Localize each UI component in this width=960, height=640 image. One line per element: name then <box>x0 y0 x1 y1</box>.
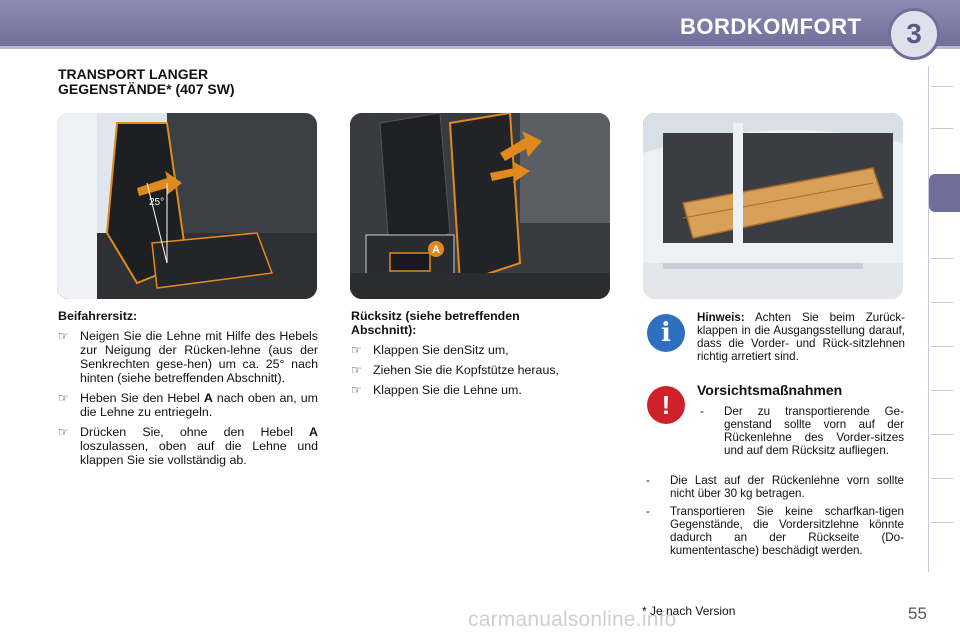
pointing-hand-icon: ☞ <box>351 363 362 377</box>
list-item-text-start: Heben Sie den Hebel <box>80 391 204 405</box>
dash-marker: - <box>646 474 650 487</box>
list-item-text-end: nach oben an, um die Lehne zu entriegeln. <box>80 391 318 419</box>
precautions-title: Vorsichtsmaßnahmen <box>697 382 843 398</box>
dash-marker: - <box>700 405 704 418</box>
lever-label: A <box>203 391 213 405</box>
list-item <box>351 343 609 357</box>
list-item-text-end: loszulassen, oben auf die Lehne und klappen Sie sie vollständig ab. <box>80 439 318 467</box>
passenger-seat-heading: Beifahrersitz: <box>58 309 138 323</box>
tab-divider <box>931 434 953 435</box>
header-rule <box>0 46 960 49</box>
section-title: TRANSPORT LANGER GEGENSTÄNDE* (407 SW) <box>58 66 235 97</box>
note-text <box>697 311 905 363</box>
rear-seat-heading: Rücksitz (siehe betreffenden Abschnitt): <box>351 309 520 337</box>
footnote: * Je nach Version <box>642 604 736 618</box>
pointing-hand-icon: ☞ <box>58 391 69 405</box>
angle-label: 25° <box>149 197 165 208</box>
rear-seat-photo <box>350 113 610 299</box>
list-item <box>351 383 609 397</box>
tab-divider <box>931 346 953 347</box>
rear-seat-illustration <box>350 113 610 299</box>
list-item-text: Klappen Sie denSitz um, <box>373 343 509 357</box>
list-item <box>58 329 318 385</box>
tab-divider <box>931 258 953 259</box>
info-icon: i <box>647 314 685 352</box>
tab-divider <box>931 522 953 523</box>
warning-icon: ! <box>647 386 685 424</box>
precaution-item <box>646 474 904 500</box>
list-item-text-start: Drücken Sie, ohne den Hebel <box>80 425 310 439</box>
tab-divider <box>931 128 953 129</box>
chapter-number-badge: 3 <box>888 8 940 60</box>
passenger-seat-photo <box>57 113 317 299</box>
precaution-text: Transportieren Sie keine scharfkan-tigen Gegenstände, die Vordersitzlehne könnte dadurch an der Rückseite (Do-kumententasche) beschädigt werden. <box>670 505 904 557</box>
load-photo <box>643 113 903 299</box>
lever-label: A <box>309 425 318 439</box>
list-item <box>351 363 609 377</box>
list-item-text: Klappen Sie die Lehne um. <box>373 383 522 397</box>
tab-divider <box>931 390 953 391</box>
list-item-text: Neigen Sie die Lehne mit Hilfe des Hebels zur Neigung der Rücken-lehne (aus der Senkrechten gese-hen) um ca. 25° nach hinten (siehe betreffenden Abschnitt). <box>80 329 318 385</box>
precaution-item <box>646 505 904 557</box>
watermark: carmanualsonline.info <box>468 608 677 631</box>
chapter-tabs <box>928 66 953 572</box>
tab-divider <box>931 86 953 87</box>
pointing-hand-icon: ☞ <box>58 425 69 439</box>
precaution-item <box>700 405 904 457</box>
active-chapter-tab[interactable] <box>929 174 960 212</box>
pointing-hand-icon: ☞ <box>58 329 69 343</box>
rear-seat-column <box>351 309 609 403</box>
passenger-seat-column <box>58 309 318 473</box>
tab-divider <box>931 302 953 303</box>
note-label: Hinweis: <box>697 311 745 324</box>
list-item <box>58 391 318 419</box>
list-item <box>58 425 318 467</box>
precaution-text: Der zu transportierende Ge-genstand sollte vorn auf der Rückenlehne des Vorder-sitzes und auf dem Rücksitz aufliegen. <box>724 405 904 457</box>
page-number: 55 <box>908 604 927 623</box>
pointing-hand-icon: ☞ <box>351 343 362 357</box>
lever-a-callout: A <box>432 244 440 256</box>
pointing-hand-icon: ☞ <box>351 383 362 397</box>
dash-marker: - <box>646 505 650 518</box>
chapter-title: BORDKOMFORT <box>680 14 862 39</box>
long-load-illustration <box>643 113 903 299</box>
precaution-text: Die Last auf der Rückenlehne vorn sollte nicht über 30 kg betragen. <box>670 474 904 500</box>
note-body: Achten Sie beim Zurück-klappen in die Ausgangsstellung darauf, dass die Vorder- und Rück-sitzlehnen richtig arretiert sind. <box>697 311 905 363</box>
passenger-seat-illustration <box>57 113 317 299</box>
tab-divider <box>931 478 953 479</box>
list-item-text: Ziehen Sie die Kopfstütze heraus, <box>373 363 559 377</box>
